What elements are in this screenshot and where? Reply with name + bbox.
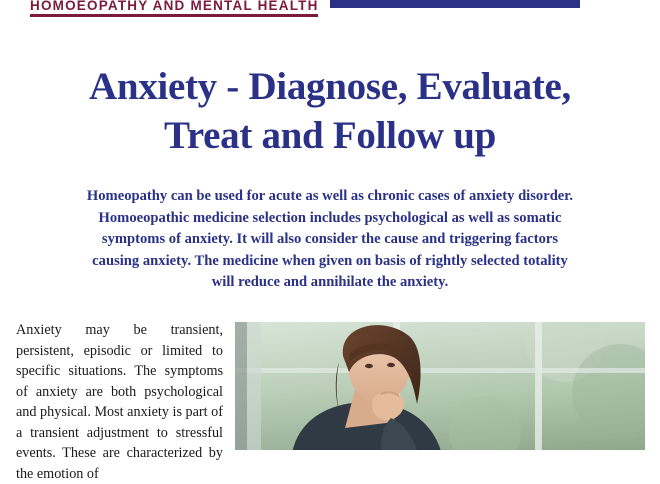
- photo-illustration: [235, 322, 645, 450]
- masthead-blue-block: [330, 0, 580, 8]
- headline-line-2: Treat and Follow up: [164, 114, 496, 158]
- article-headline: [0, 62, 660, 160]
- article-photo: [235, 322, 645, 450]
- masthead-bar: [0, 0, 660, 18]
- article-deck: Homeopathy can be used for acute as well as chronic cases of anxiety disorder. Homoeopathic medicine selection includes psychological as well as somatic symptoms of anxiety. It will also consider the cause and triggering factors causing anxiety. The medicine when given on basis of rightly selected totality will reduce and annihilate the anxiety.: [86, 188, 574, 290]
- section-kicker: HOMOEOPATHY AND MENTAL HEALTH: [30, 0, 319, 13]
- kicker-rule: [30, 14, 318, 17]
- headline-line-1: Anxiety - Diagnose, Evaluate,: [88, 65, 572, 109]
- article-body-column: Anxiety may be transient, persistent, episodic or limited to specific situations. The symptoms of anxiety are both psychological and physical. Most anxiety is part of a transient adjustment to stressful events. These are characterized by the emotion of: [16, 322, 223, 482]
